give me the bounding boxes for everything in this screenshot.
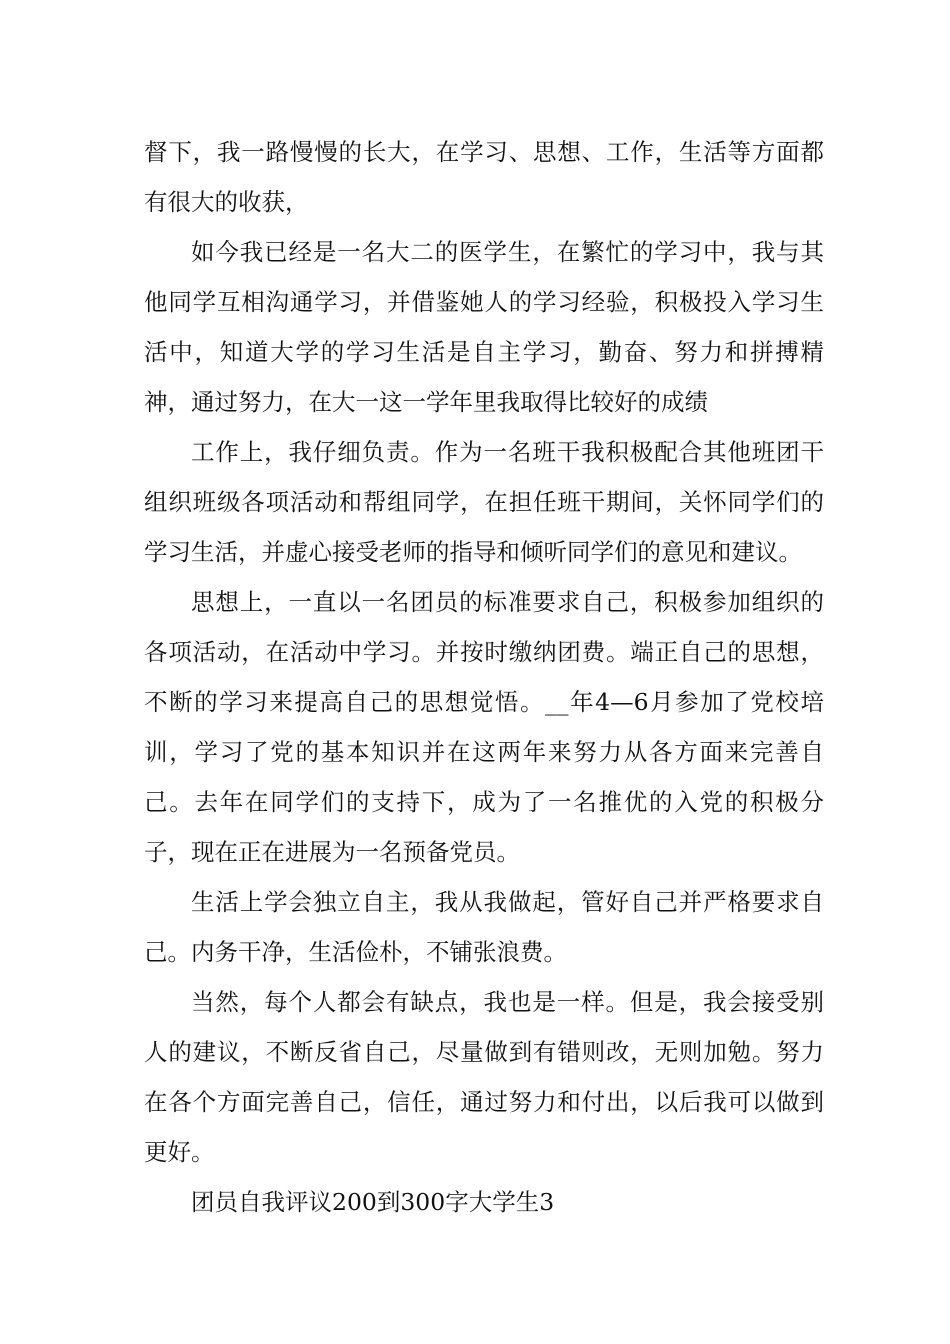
paragraph-life: 生活上学会独立自主，我从我做起，管好自己并严格要求自己。内务干净，生活俭朴，不铺张浪费。 [144, 888, 824, 966]
paragraph-continuation: 督下，我一路慢慢的长大，在学习、思想、工作，生活等方面都有很大的收获， [144, 138, 824, 216]
section-heading: 团员自我评议200到300字大学生3 [191, 1188, 555, 1216]
document-body [144, 127, 824, 1227]
paragraph-thought: 思想上，一直以一名团员的标准要求自己，积极参加组织的各项活动，在活动中学习。并按时缴纳团费。端正自己的思想，不断的学习来提高自己的思想觉悟。__年4—6月参加了党校培训，学习了党的基本知识并在这两年来努力从各方面来完善自己。去年在同学们的支持下，成为了一名推优的入党的积极分子，现在正在进展为一名预备党员。 [144, 588, 824, 866]
paragraph-work: 工作上，我仔细负责。作为一名班干我积极配合其他班团干组织班级各项活动和帮组同学，在担任班干期间，关怀同学们的学习生活，并虚心接受老师的指导和倾听同学们的意见和建议。 [144, 438, 824, 566]
paragraph-shortcomings: 当然，每个人都会有缺点，我也是一样。但是，我会接受别人的建议，不断反省自己，尽量做到有错则改，无则加勉。努力在各个方面完善自己，信任，通过努力和付出，以后我可以做到更好。 [144, 988, 824, 1166]
paragraph-study: 如今我已经是一名大二的医学生，在繁忙的学习中，我与其他同学互相沟通学习，并借鉴她人的学习经验，积极投入学习生活中，知道大学的学习生活是自主学习，勤奋、努力和拼搏精神，通过努力，在大一这一学年里我取得比较好的成绩 [144, 238, 824, 416]
